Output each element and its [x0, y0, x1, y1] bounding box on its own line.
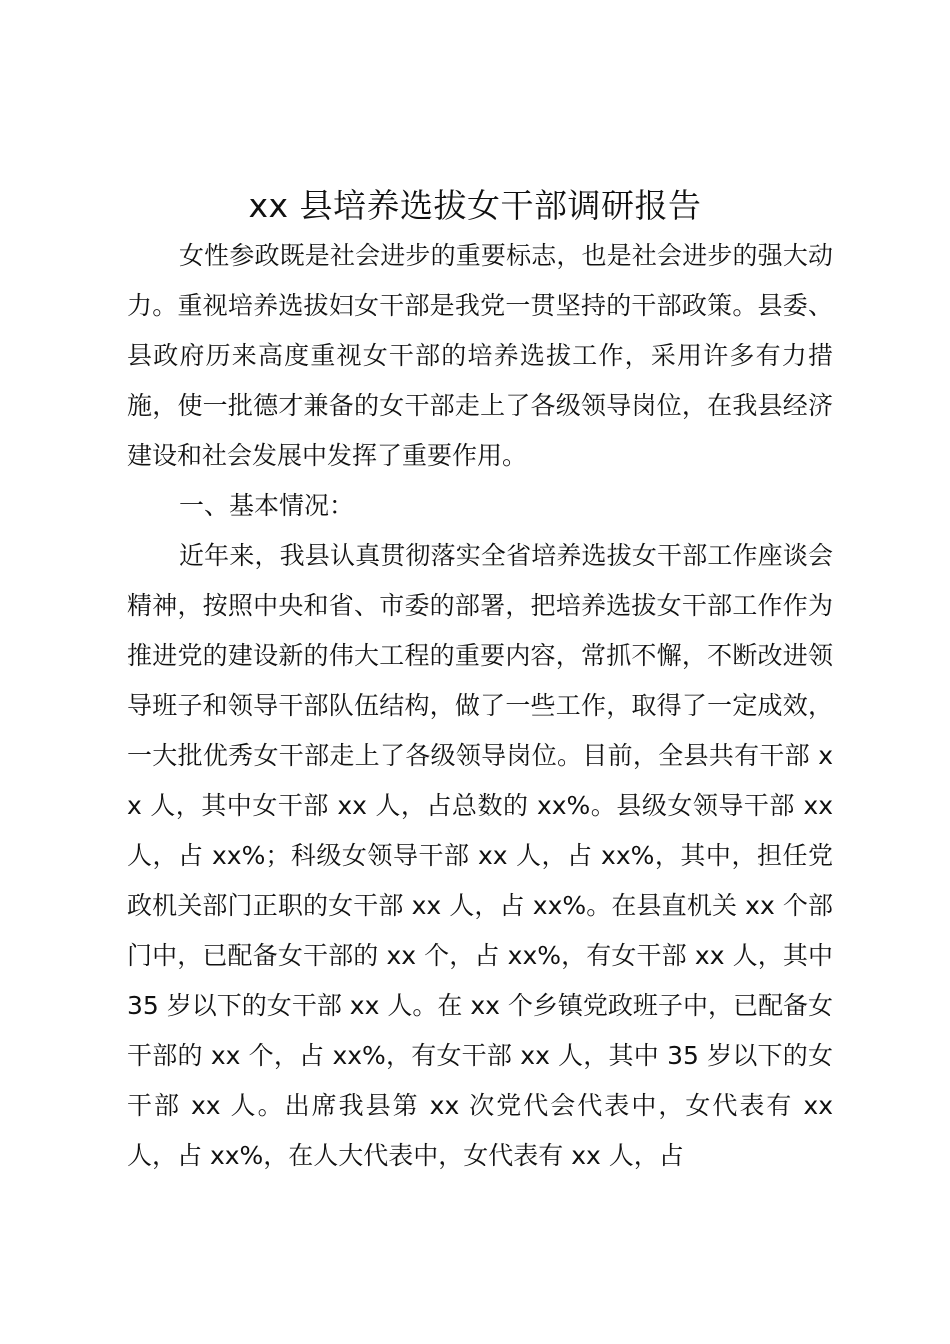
paragraph-basic-situation: 近年来，我县认真贯彻落实全省培养选拔女干部工作座谈会精神，按照中央和省、市委的部署，把培养选拔女干部工作作为推进党的建设新的伟大工程的重要内容，常抓不懈，不断改进领导班子和领导干部队伍结构，做了一些工作，取得了一定成效，一大批优秀女干部走上了各级领导岗位。目前，全县共有干部 xx 人，其中女干部 xx 人，占总数的 xx%。县级女领导干部 xx 人，占 xx%；科级女领导干部 xx 人，占 xx%，其中，担任党政机关部门正职的女干部 xx 人，占 xx%。在县直机关 xx 个部门中，已配备女干部的 xx 个，占 xx%，有女干部 xx 人，其中 35 岁以下的女干部 xx 人。在 xx 个乡镇党政班子中，已配备女干部的 xx 个，占 xx%，有女干部 xx 人，其中 35 岁以下的女干部 xx 人。出席我县第 xx 次党代会代表中，女代表有 xx 人，占 xx%，在人大代表中，女代表有 xx 人，占 [127, 541, 833, 1170]
document-body [127, 231, 833, 1181]
document-title: xx 县培养选拔女干部调研报告 [248, 186, 702, 225]
paragraph-intro: 女性参政既是社会进步的重要标志，也是社会进步的强大动力。重视培养选拔妇女干部是我党一贯坚持的干部政策。县委、县政府历来高度重视女干部的培养选拔工作，采用许多有力措施，使一批德才兼备的女干部走上了各级领导岗位，在我县经济建设和社会发展中发挥了重要作用。 [127, 241, 833, 470]
section-heading-basic-situation: 一、基本情况： [179, 491, 355, 520]
